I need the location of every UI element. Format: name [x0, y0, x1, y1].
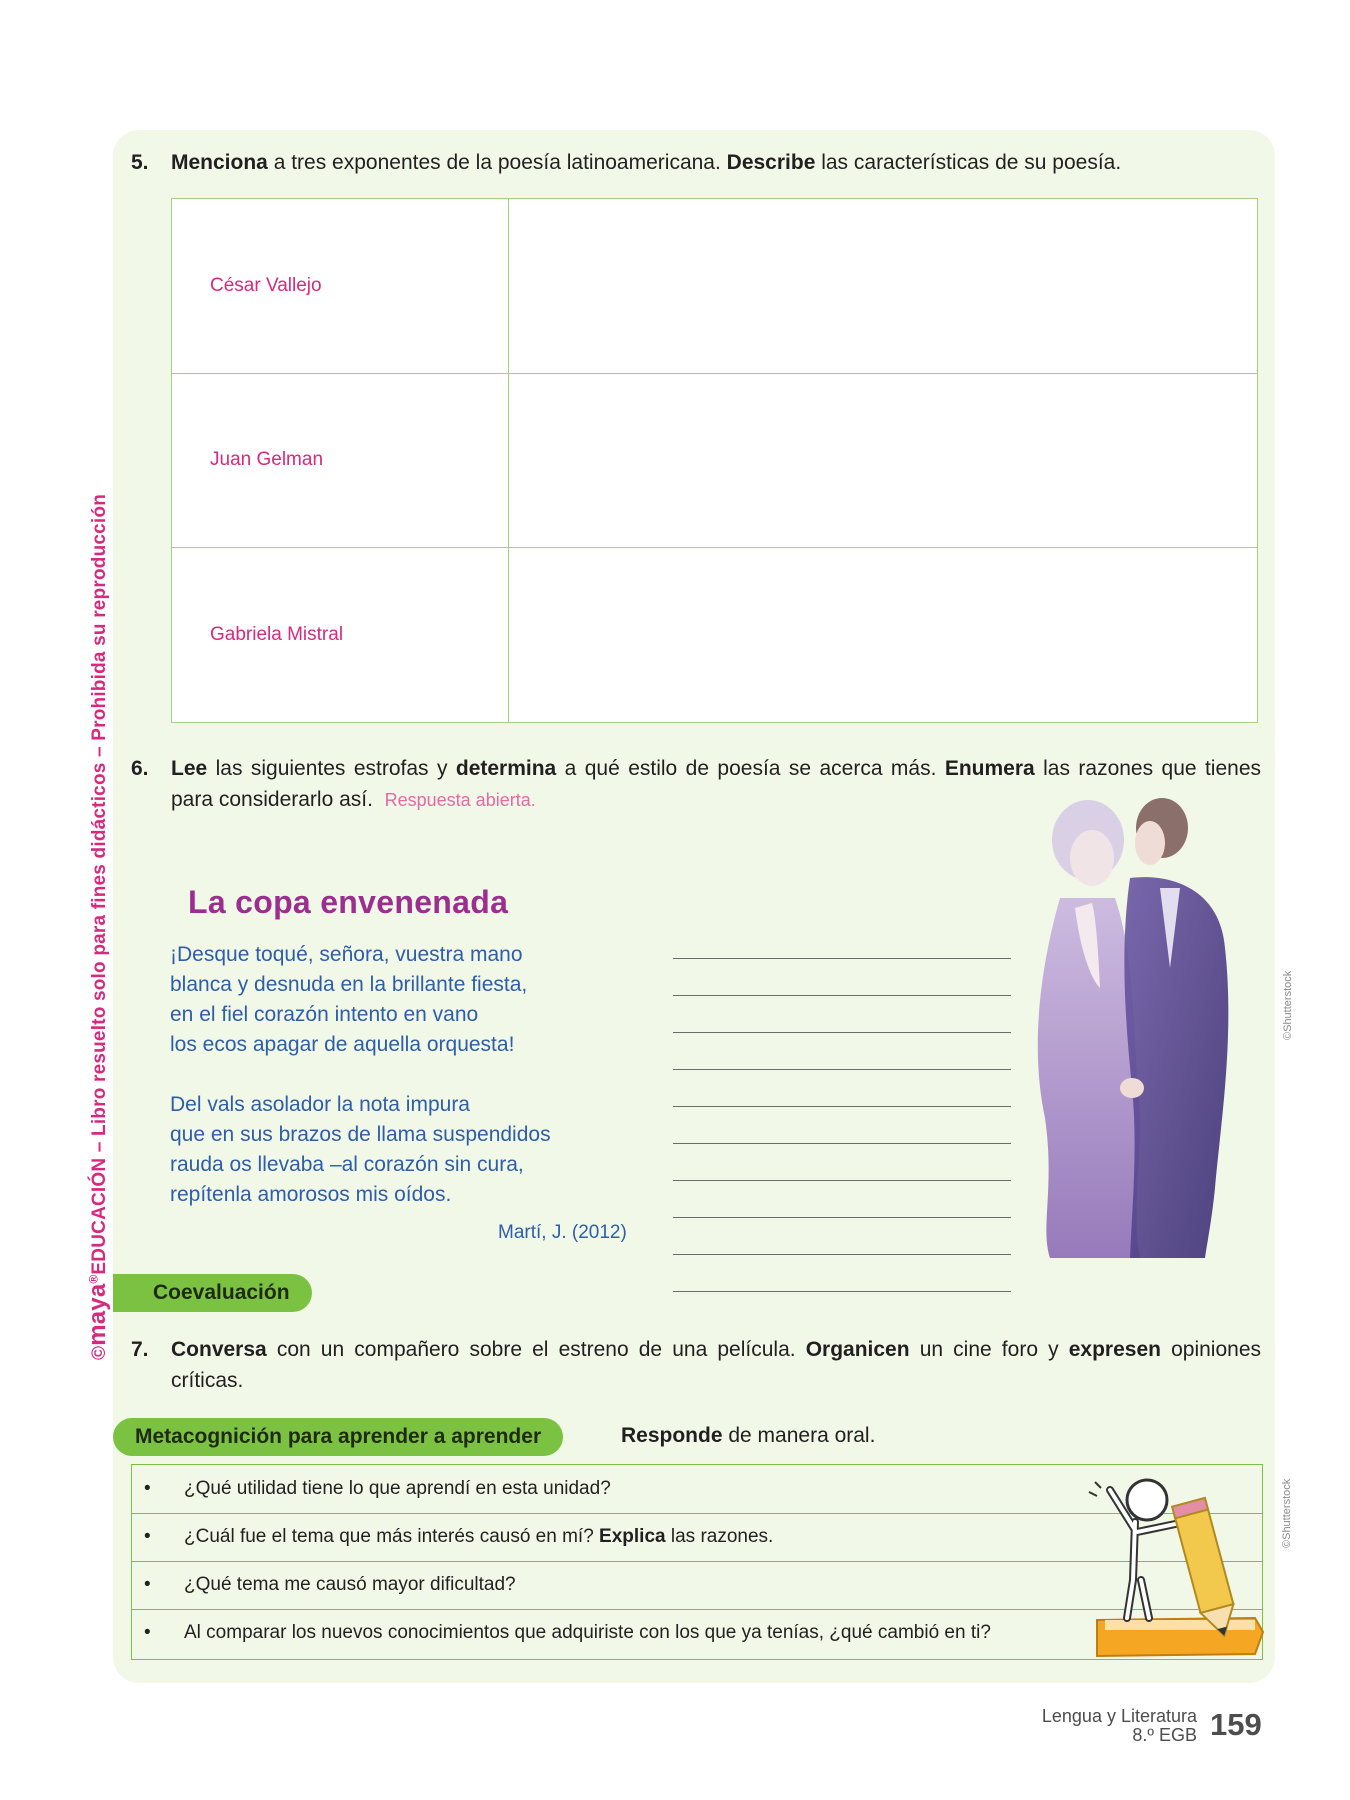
answer-line[interactable]: [673, 959, 1011, 996]
author-name: Gabriela Mistral: [172, 548, 509, 723]
table-row: [172, 548, 1258, 723]
question-text: Conversa con un compañero sobre el estreno de una película. Organicen un cine foro y expresen opiniones críticas.: [171, 1338, 1261, 1392]
answer-line[interactable]: [673, 1181, 1011, 1218]
table-row: [172, 373, 1258, 548]
copyright-symbol: ©: [89, 1345, 110, 1360]
answer-line[interactable]: [673, 922, 1011, 959]
dancing-couple-illustration: [1020, 788, 1260, 1260]
image-credit: ©Shutterstock: [1281, 1478, 1293, 1548]
figure-with-pencil-illustration: [1075, 1470, 1275, 1660]
poem-line: en el fiel corazón intento en vano: [170, 1003, 479, 1026]
coevaluacion-label: Coevaluación: [113, 1274, 312, 1312]
answer-lines: [673, 922, 1011, 1292]
metacognicion-label: Metacognición para aprender a aprender: [113, 1418, 563, 1456]
authors-table: [171, 198, 1258, 723]
answer-line[interactable]: [673, 1255, 1011, 1292]
question-5: [131, 147, 1261, 181]
poem-line: que en sus brazos de llama suspendidos: [170, 1123, 551, 1146]
image-credit: ©Shutterstock: [1282, 970, 1294, 1040]
list-item-text: ¿Qué tema me causó mayor dificultad?: [184, 1574, 516, 1595]
question-number: 5.: [131, 151, 149, 174]
list-item-text: ¿Qué utilidad tiene lo que aprendí en esta unidad?: [184, 1478, 611, 1499]
answer-line[interactable]: [673, 1033, 1011, 1070]
poem-line: Del vals asolador la nota impura: [170, 1093, 470, 1116]
subject-name: Lengua y Literatura: [1041, 1706, 1197, 1726]
side-note-text: EDUCACIÓN – Libro resuelto solo para fines didácticos – Prohibida su reproducción: [89, 494, 110, 1275]
description-cell[interactable]: [509, 199, 1258, 374]
footer-subject: [1042, 1707, 1197, 1745]
question-number: 7.: [131, 1338, 149, 1361]
answer-line[interactable]: [673, 1218, 1011, 1255]
author-name: Juan Gelman: [172, 373, 509, 548]
question-7: [131, 1334, 1261, 1398]
question-number: 6.: [131, 757, 149, 780]
poem-line: ¡Desque toqué, señora, vuestra mano: [170, 943, 523, 966]
answer-line[interactable]: [673, 1070, 1011, 1107]
table-row: [172, 199, 1258, 374]
poem-stanza: [170, 940, 650, 1060]
bullet: •: [144, 1478, 151, 1499]
grade-label: 8.º EGB: [1132, 1725, 1197, 1745]
copyright-side-note: [84, 494, 112, 1360]
poem-title: La copa envenenada: [188, 884, 509, 920]
poem-line: blanca y desnuda en la brillante fiesta,: [170, 973, 528, 996]
question-text: Lee las siguientes estrofas y determina a qué estilo de poesía se acerca más. Enumera las razones que tienes para considerarlo así. Respuesta abierta.: [171, 757, 1262, 811]
poem-line: rauda os llevaba –al corazón sin cura,: [170, 1153, 524, 1176]
bullet: •: [144, 1574, 151, 1595]
list-item-text: Al comparar los nuevos conocimientos que adquiriste con los que ya tenías, ¿qué cambió en ti?: [184, 1622, 991, 1643]
poem-line: repítenla amorosos mis oídos.: [170, 1183, 452, 1206]
respond-instruction: Responde de manera oral.: [621, 1424, 876, 1447]
poem: [170, 940, 650, 1240]
poem-stanza: [170, 1090, 650, 1210]
answer-line[interactable]: [673, 1144, 1011, 1181]
brand-logo-text: maya: [84, 1283, 111, 1346]
list-item-text: ¿Cuál fue el tema que más interés causó en mí? Explica las razones.: [184, 1526, 774, 1547]
bullet: •: [144, 1622, 151, 1643]
poem-line: los ecos apagar de aquella orquesta!: [170, 1033, 515, 1056]
poem-citation: Martí, J. (2012): [498, 1222, 627, 1243]
description-cell[interactable]: [509, 548, 1258, 723]
answer-note: Respuesta abierta.: [384, 790, 536, 810]
author-name: César Vallejo: [172, 199, 509, 374]
description-cell[interactable]: [509, 373, 1258, 548]
registered-mark: ®: [86, 1274, 101, 1284]
question-text: Menciona a tres exponentes de la poesía latinoamericana. Describe las características de su poesía.: [171, 151, 1122, 174]
page-number: 159: [1210, 1707, 1262, 1742]
answer-line[interactable]: [673, 996, 1011, 1033]
bullet: •: [144, 1526, 151, 1547]
answer-line[interactable]: [673, 1107, 1011, 1144]
